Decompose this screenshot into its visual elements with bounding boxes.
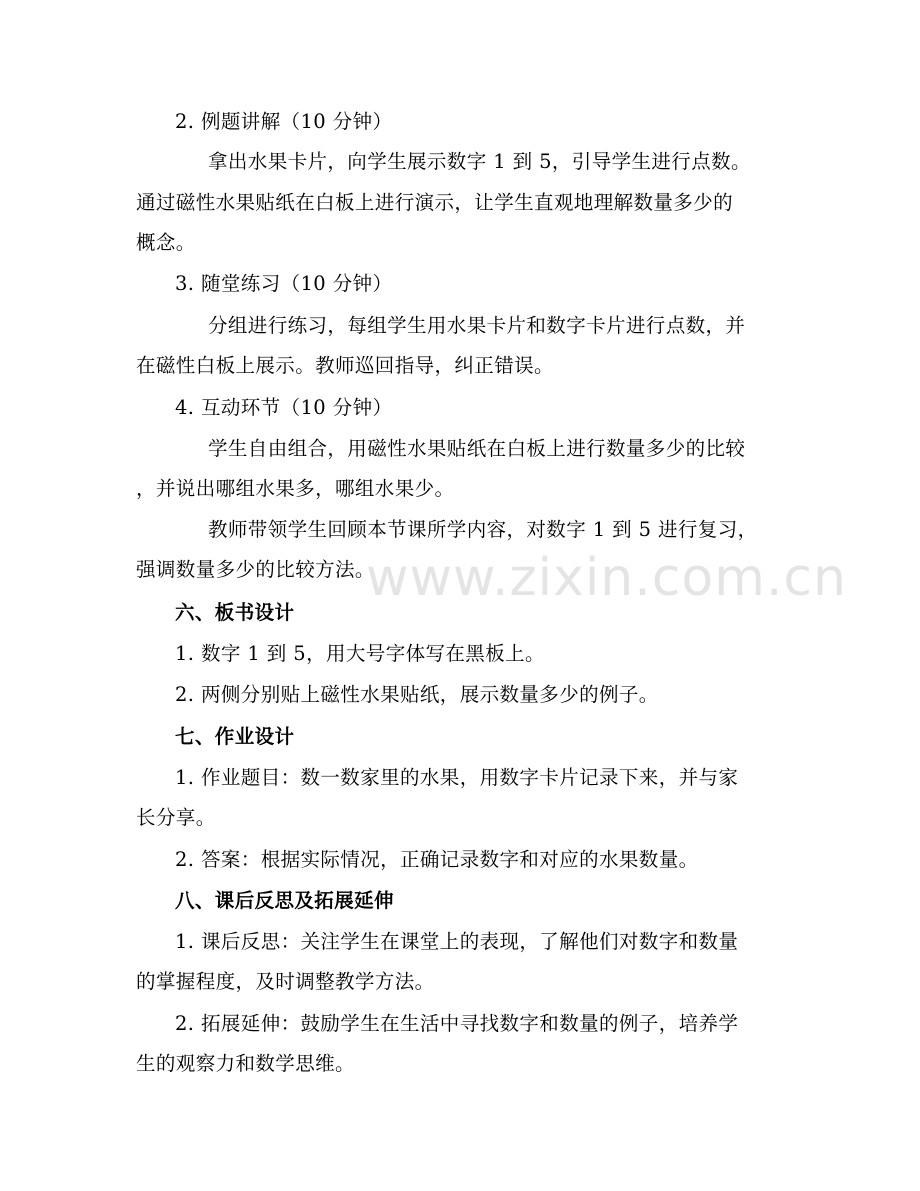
extension-item-line: 2. 拓展延伸：鼓励学生在生活中寻找数字和数量的例子，培养学 [175, 1012, 739, 1035]
homework-item: 2. 答案：根据实际情况，正确记录数字和对应的水果数量。 [175, 848, 699, 871]
section-2-title: 2. 例题讲解（10 分钟） [175, 110, 393, 133]
board-design-item: 2. 两侧分别贴上磁性水果贴纸，展示数量多少的例子。 [175, 683, 659, 706]
section-2-paragraph-line: 通过磁性水果贴纸在白板上进行演示，让学生直观地理解数量多少的 [136, 191, 734, 214]
section-3-paragraph-line: 分组进行练习，每组学生用水果卡片和数字卡片进行点数，并 [208, 314, 746, 337]
board-design-item: 1. 数字 1 到 5，用大号字体写在黑板上。 [175, 642, 545, 665]
heading-homework-design: 七、作业设计 [175, 725, 295, 748]
section-2-paragraph-line: 拿出水果卡片，向学生展示数字 1 到 5，引导学生进行点数。 [208, 150, 751, 173]
reflection-item-line: 1. 课后反思：关注学生在课堂上的表现，了解他们对数字和数量 [175, 930, 739, 953]
section-3-paragraph-line: 在磁性白板上展示。教师巡回指导，纠正错误。 [136, 354, 554, 377]
section-4-paragraph-line: 强调数量多少的比较方法。 [136, 558, 375, 581]
section-2-paragraph-line: 概念。 [136, 231, 196, 254]
homework-item-line: 1. 作业题目：数一数家里的水果，用数字卡片记录下来，并与家 [175, 766, 739, 789]
heading-reflection: 八、课后反思及拓展延伸 [175, 889, 394, 912]
watermark: www.zixin.com.cn [366, 548, 847, 608]
section-4-paragraph-line: ，并说出哪组水果多，哪组水果少。 [136, 477, 455, 500]
section-4-title: 4. 互动环节（10 分钟） [175, 396, 393, 419]
extension-item-line: 生的观察力和数学思维。 [136, 1052, 355, 1075]
homework-item-line: 长分享。 [136, 806, 216, 829]
reflection-item-line: 的掌握程度，及时调整教学方法。 [136, 970, 435, 993]
section-3-title: 3. 随堂练习（10 分钟） [175, 272, 393, 295]
section-4-paragraph-line: 学生自由组合，用磁性水果贴纸在白板上进行数量多少的比较 [208, 437, 746, 460]
section-4-paragraph-line: 教师带领学生回顾本节课所学内容，对数字 1 到 5 进行复习， [208, 518, 758, 541]
heading-board-design: 六、板书设计 [175, 601, 295, 624]
